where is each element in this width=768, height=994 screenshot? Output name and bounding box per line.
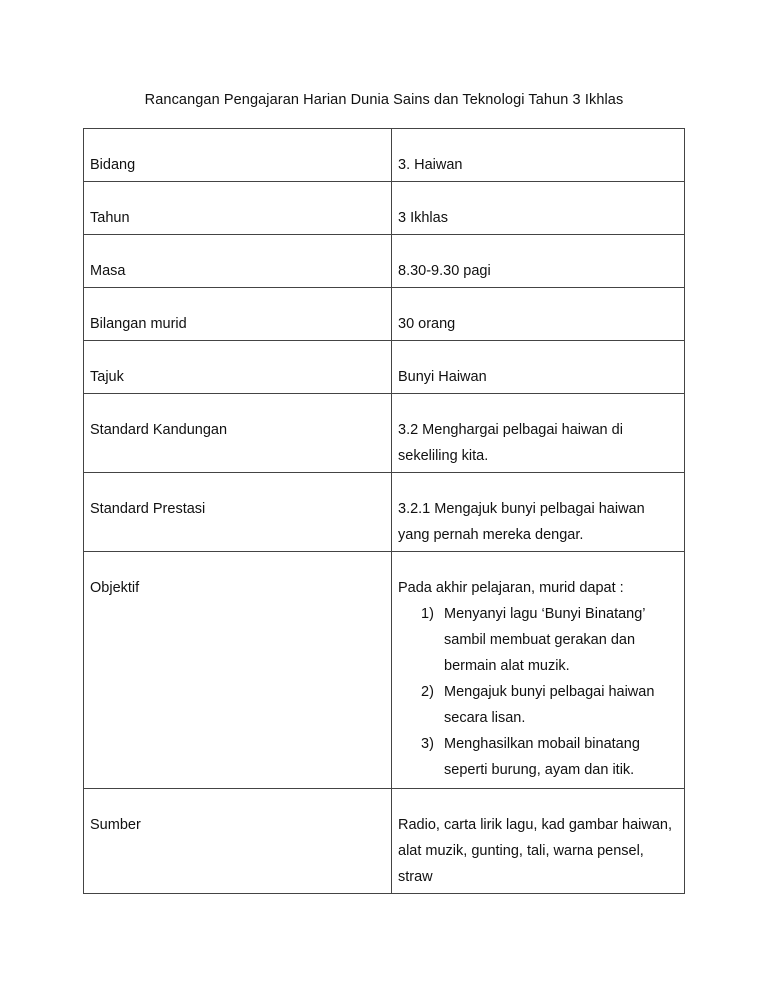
table-row-sumber bbox=[84, 789, 685, 894]
row-value: 30 orang bbox=[392, 288, 685, 341]
table-row-tahun bbox=[84, 182, 685, 235]
row-value: 3 Ikhlas bbox=[392, 182, 685, 235]
objective-intro: Pada akhir pelajaran, murid dapat : bbox=[398, 580, 624, 596]
row-label: Bilangan murid bbox=[84, 288, 392, 341]
list-text bbox=[444, 601, 678, 679]
row-label: Bidang bbox=[84, 129, 392, 182]
list-text bbox=[444, 731, 678, 783]
lesson-plan-table bbox=[83, 128, 685, 894]
row-value bbox=[392, 394, 685, 473]
list-number: 2) bbox=[421, 684, 434, 700]
list-line: secara lisan. bbox=[444, 710, 526, 726]
row-label: Tajuk bbox=[84, 341, 392, 394]
table-row-standard-kandungan bbox=[84, 394, 685, 473]
value-line: yang pernah mereka dengar. bbox=[398, 527, 584, 543]
list-line: bermain alat muzik. bbox=[444, 658, 570, 674]
value-line: sekeliling kita. bbox=[398, 448, 489, 464]
table-row-standard-prestasi bbox=[84, 473, 685, 552]
list-line: sambil membuat gerakan dan bbox=[444, 632, 636, 648]
value-line: Radio, carta lirik lagu, kad gambar haiwan, bbox=[398, 817, 673, 833]
table-row-objektif bbox=[84, 552, 685, 789]
row-label: Standard Kandungan bbox=[84, 394, 392, 473]
table-row-bilangan-murid bbox=[84, 288, 685, 341]
row-label: Standard Prestasi bbox=[84, 473, 392, 552]
value-line: straw bbox=[398, 869, 433, 885]
row-label: Masa bbox=[84, 235, 392, 288]
row-value: 3. Haiwan bbox=[392, 129, 685, 182]
list-item bbox=[398, 601, 678, 679]
list-item bbox=[398, 679, 678, 731]
document-title: Rancangan Pengajaran Harian Dunia Sains dan Teknologi Tahun 3 Ikhlas bbox=[144, 92, 624, 108]
row-value: Bunyi Haiwan bbox=[392, 341, 685, 394]
row-label: Sumber bbox=[84, 789, 392, 894]
list-text bbox=[444, 679, 678, 731]
list-line: Menghasilkan mobail binatang bbox=[444, 736, 640, 752]
row-label: Tahun bbox=[84, 182, 392, 235]
table-row-tajuk bbox=[84, 341, 685, 394]
value-line: alat muzik, gunting, tali, warna pensel, bbox=[398, 843, 644, 859]
list-number: 3) bbox=[421, 736, 434, 752]
list-line: Menyanyi lagu ‘Bunyi Binatang’ bbox=[444, 606, 646, 622]
objective-list bbox=[398, 601, 678, 783]
value-line: 3.2 Menghargai pelbagai haiwan di bbox=[398, 422, 623, 438]
row-value: 8.30-9.30 pagi bbox=[392, 235, 685, 288]
table-row-bidang bbox=[84, 129, 685, 182]
row-value bbox=[392, 552, 685, 789]
row-label: Objektif bbox=[84, 552, 392, 789]
list-item bbox=[398, 731, 678, 783]
table-row-masa bbox=[84, 235, 685, 288]
list-line: seperti burung, ayam dan itik. bbox=[444, 762, 635, 778]
list-number: 1) bbox=[421, 606, 434, 622]
row-value bbox=[392, 473, 685, 552]
list-line: Mengajuk bunyi pelbagai haiwan bbox=[444, 684, 655, 700]
row-value bbox=[392, 789, 685, 894]
value-line: 3.2.1 Mengajuk bunyi pelbagai haiwan bbox=[398, 501, 645, 517]
